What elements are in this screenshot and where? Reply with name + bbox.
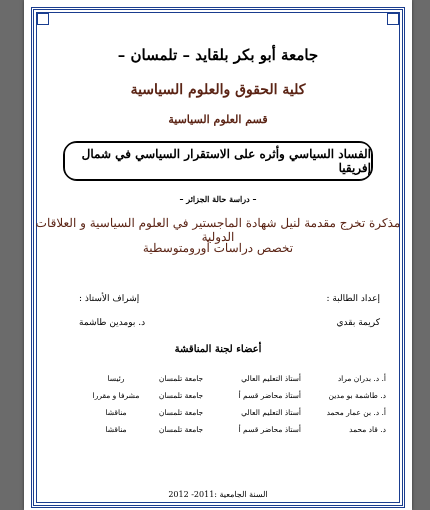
supervisor-label: إشراف الأستاذ : xyxy=(79,294,140,304)
thesis-title-box xyxy=(64,142,372,180)
department-name: قسم العلوم السياسية xyxy=(168,113,268,126)
university-name: جامعة أبو بكر بلقايد – تلمسان – xyxy=(117,46,319,64)
jury-member-role: مشرفا و مقررا xyxy=(92,391,140,400)
jury-member-rank: أستاذ التعليم العالي xyxy=(241,374,301,383)
jury-member-university: جامعة تلمسان xyxy=(158,391,204,400)
jury-row xyxy=(64,391,386,400)
border-corner-ornament xyxy=(37,13,49,25)
document-page xyxy=(24,0,412,510)
jury-member-university: جامعة تلمسان xyxy=(158,374,204,383)
jury-member-rank: أستاذ محاضر قسم أ xyxy=(238,391,301,400)
jury-member-name: د. قاد محمد xyxy=(349,425,386,434)
jury-member-role: مناقشا xyxy=(105,425,127,434)
thesis-note: مذكرة تخرج مقدمة لنيل شهادة الماجستير في العلوم السياسية و العلاقات الدولية xyxy=(35,216,401,244)
jury-member-rank: أستاذ محاضر قسم أ xyxy=(238,425,301,434)
jury-member-name: أ. د. بدران مراد xyxy=(337,374,386,383)
jury-row xyxy=(64,408,386,417)
jury-member-university: جامعة تلمسان xyxy=(158,425,204,434)
student-name: كريمة بقدي xyxy=(336,318,380,328)
jury-row xyxy=(64,425,386,434)
jury-member-role: مناقشا xyxy=(105,408,127,417)
academic-year: السنة الجامعية :2011- 2012 xyxy=(168,490,268,499)
faculty-name: كلية الحقوق والعلوم السياسية xyxy=(130,82,306,98)
jury-member-name: د. طاشمة بو مدين xyxy=(328,391,386,400)
jury-title: أعضاء لجنة المناقشة xyxy=(174,344,262,355)
prepared-by-label: إعداد الطالبة : xyxy=(326,294,380,304)
specialization: تخصص دراسات أورومتوسطية xyxy=(142,241,294,255)
jury-member-university: جامعة تلمسان xyxy=(158,408,204,417)
thesis-title: الفساد السياسي وأثره على الاستقرار السياسي في شمال إفريقيا xyxy=(81,147,371,175)
jury-member-rank: أستاذ التعليم العالي xyxy=(241,408,301,417)
border-corner-ornament xyxy=(387,13,399,25)
jury-member-name: أ. د. بن عمار محمد xyxy=(326,408,386,417)
jury-member-role: رئيسا xyxy=(107,374,125,383)
supervisor-name: د. بومدين طاشمة xyxy=(79,318,146,328)
case-study-subtitle: – دراسة حالة الجزائر – xyxy=(179,194,257,204)
jury-row xyxy=(64,374,386,383)
